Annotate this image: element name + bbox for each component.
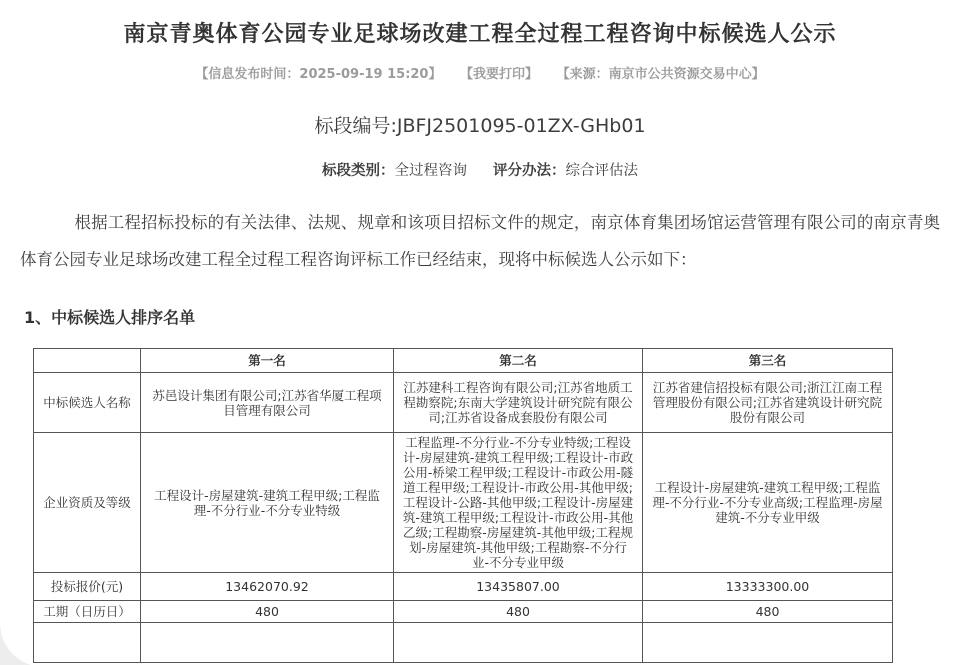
table-header-row	[34, 349, 893, 373]
body-paragraph: 根据工程招标投标的有关法律、法规、规章和该项目招标文件的规定，南京体育集团场馆运营管理有限公司的南京青奥体育公园专业足球场改建工程全过程工程咨询评标工作已经结束，现将中标候选人公示如下：	[20, 213, 940, 269]
table-row	[34, 601, 893, 623]
section-info-line	[0, 159, 960, 180]
qualifications-3: 工程设计-房屋建筑-建筑工程甲级;工程监理-不分行业-不分专业高级;工程监理-房屋建筑-不分专业甲级	[643, 433, 893, 573]
scoring-method-label: 评分办法：	[493, 163, 566, 179]
header-third-place: 第三名	[643, 349, 893, 373]
source-label: 【来源：南京市公共资源交易中心】	[556, 67, 765, 82]
row-label-qualifications: 企业资质及等级	[34, 433, 141, 573]
page-title: 南京青奥体育公园专业足球场改建工程全过程工程咨询中标候选人公示	[123, 22, 837, 47]
duration-2: 480	[394, 601, 643, 623]
bid-price-1: 13462070.92	[141, 573, 394, 601]
candidate-name-2: 江苏建科工程咨询有限公司;江苏省地质工程勘察院;东南大学建筑设计研究院有限公司;江苏省设备成套股份有限公司	[394, 373, 643, 433]
row-label-duration: 工期（日历日）	[34, 601, 141, 623]
header-first-place: 第一名	[141, 349, 394, 373]
table-row	[34, 373, 893, 433]
bid-price-2: 13435807.00	[394, 573, 643, 601]
table-row	[34, 433, 893, 573]
qualifications-2: 工程监理-不分行业-不分专业特级;工程设计-房屋建筑-建筑工程甲级;工程设计-市政公用-桥梁工程甲级;工程设计-市政公用-隧道工程甲级;工程设计-市政公用-其他甲级;工程设计-公路-其他甲级;工程设计-房屋建筑-建筑工程甲级;工程设计-市政公用-其他乙级;工程勘察-房屋建筑-其他甲级;工程规划-房屋建筑-其他甲级;工程勘察-不分行业-不分专业甲级	[394, 433, 643, 573]
header-second-place: 第二名	[394, 349, 643, 373]
header-blank-cell	[34, 349, 141, 373]
list-heading: 1、中标候选人排序名单	[24, 308, 196, 327]
section-category-label: 标段类别：	[322, 163, 395, 179]
table-row	[34, 573, 893, 601]
print-link[interactable]: 【我要打印】	[460, 67, 539, 82]
row-label-candidate-names: 中标候选人名称	[34, 373, 141, 433]
table-row-clipped	[34, 623, 893, 663]
section-code: 标段编号:JBFJ2501095-01ZX-GHb01	[314, 115, 646, 137]
publish-time-label: 【信息发布时间：2025-09-19 15:20】	[195, 67, 442, 82]
candidate-name-1: 苏邑设计集团有限公司;江苏省华厦工程项目管理有限公司	[141, 373, 394, 433]
meta-line	[0, 63, 960, 82]
row-label-bid-price: 投标报价(元)	[34, 573, 141, 601]
qualifications-1: 工程设计-房屋建筑-建筑工程甲级;工程监理-不分行业-不分专业特级	[141, 433, 394, 573]
candidate-name-3: 江苏省建信招投标有限公司;浙江江南工程管理股份有限公司;江苏省建筑设计研究院股份有限公司	[643, 373, 893, 433]
section-category-value: 全过程咨询	[394, 163, 467, 179]
candidates-table	[33, 348, 893, 663]
duration-1: 480	[141, 601, 394, 623]
bid-price-3: 13333300.00	[643, 573, 893, 601]
duration-3: 480	[643, 601, 893, 623]
scoring-method-value: 综合评估法	[565, 163, 638, 179]
